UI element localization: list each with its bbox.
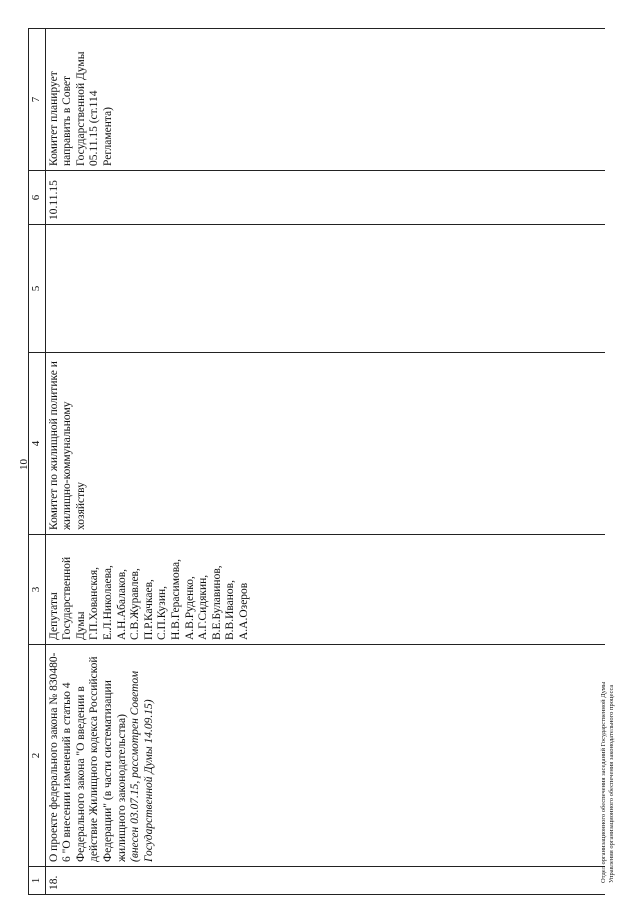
author-line: Н.В.Герасимова, [169, 559, 182, 640]
header-col-3: 3 [29, 535, 46, 645]
header-col-5: 5 [29, 225, 46, 353]
author-line: А.В.Руденко, [183, 576, 196, 640]
agenda-table [28, 28, 605, 895]
author-line: С.В.Журавлев, [129, 568, 142, 640]
authors-cell [45, 535, 605, 645]
footer-line-2: Управления организационного обеспечения законодательного процесса [608, 684, 615, 883]
bill-note: (внесен 03.07.15, рассмотрен Советом Государственной Думы 14.09.15) [129, 670, 155, 862]
header-col-2: 2 [29, 645, 46, 867]
author-line: Г.П.Хованская, [88, 566, 101, 640]
author-line: П.Р.Качкаев, [142, 579, 155, 640]
author-line: Думы [74, 611, 87, 640]
author-line: С.П.Кузин, [156, 585, 169, 640]
remark-cell: Комитет планирует направить в Совет Государственной Думы 05.11.15 (ст.114 Регламента) [45, 29, 605, 171]
author-line: Депутаты [47, 592, 60, 640]
date-cell: 10.11.15 [45, 171, 605, 225]
author-line: А.А.Озеров [237, 582, 250, 640]
header-row [29, 29, 46, 895]
author-line: Е.Л.Николаева, [101, 565, 114, 640]
header-col-6: 6 [29, 171, 46, 225]
footer [600, 682, 616, 883]
committee-cell: Комитет по жилищной политике и жилищно-коммунальному хозяйству [45, 353, 605, 535]
header-col-1: 1 [29, 867, 46, 895]
table-row [45, 29, 605, 895]
footer-line-1: Отдел организационного обеспечения заседаний Государственной Думы [600, 681, 607, 883]
col5-cell [45, 225, 605, 353]
author-line: А.Г.Сидякин, [197, 574, 210, 640]
author-line: Государственной [61, 556, 74, 640]
header-col-7: 7 [29, 29, 46, 171]
author-line: В.В.Иванов, [224, 580, 237, 640]
author-line: А.Н.Абалаков, [115, 568, 128, 640]
header-col-4: 4 [29, 353, 46, 535]
bill-title: О проекте федерального закона № 830480-6 "О внесении изменений в статью 4 Федерального закона "О введении в действие Жилищного кодекса Российской Федерации" (в части систематизации жилищного законодательства) [47, 652, 128, 862]
author-line: В.Е.Булавинов, [210, 565, 223, 640]
bill-cell [45, 645, 605, 867]
page-number: 10 [18, 459, 30, 470]
row-number: 18. [45, 867, 605, 895]
